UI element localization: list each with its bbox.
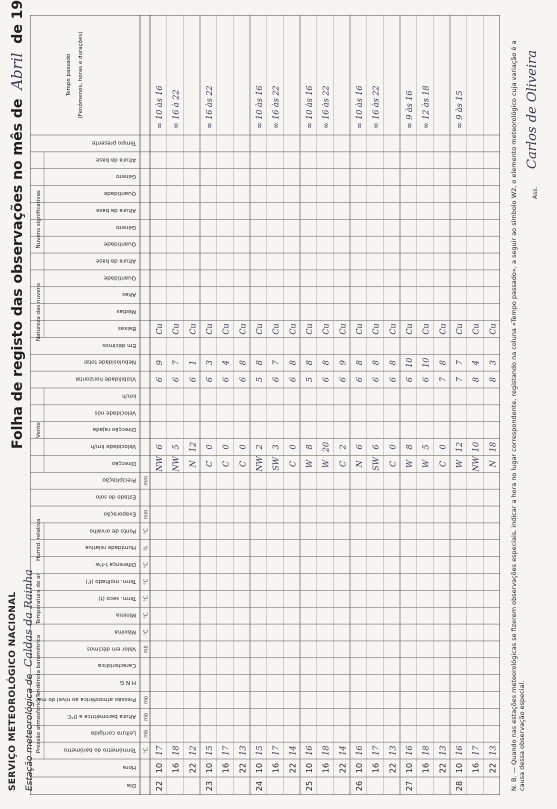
table-cell: 18 [488,441,498,453]
table-cell: ∞ 16 às 22 [271,85,281,129]
table-cell: Cu [238,323,248,335]
table-cell: 17 [155,745,164,756]
table-cell: 10 [305,762,314,774]
column-header: Quantidade [103,190,136,197]
table-cell: 9 [155,360,164,366]
column-unit: °C [143,528,150,535]
column-header: km/h [122,392,136,399]
column-header: Diferença t-t'w [95,561,136,568]
column-header: Nebulosidade total [84,358,136,365]
column-header: Termómetro do barómetro [63,746,136,753]
table-cell: 14 [338,745,348,756]
table-cell: C [238,460,248,467]
footer-note: N. B. — Quando nas estações meteorológicas se fizerem observações especiais, indicar a hora no lugar correspondente, registando na coluna «Tempo passado», a seguir ao símbolo W2, o elemento meteorológico cuja variação é a causa dessa observação especial. [510,40,527,791]
column-header: Género [115,173,136,180]
table-cell: 7 [438,376,448,383]
column-header: Precipitação [102,476,136,483]
column-header: Estado do solo [95,493,136,500]
table-cell: 17 [271,745,281,756]
table-cell: 10 [405,762,414,774]
column-header: Altura da base [95,156,136,163]
table-cell: C [438,460,448,467]
table-cell: 0 [388,444,398,450]
table-cell: 6 [338,376,348,383]
table-cell: 15 [255,745,264,756]
table-cell: N [488,460,498,468]
table-cell: 3 [488,360,498,366]
table-cell: 22 [238,762,248,774]
column-header: Altura da base [95,206,136,213]
table-cell: 10 [255,762,264,774]
table-cell: W [305,459,314,468]
table-cell: N [355,460,364,468]
station-name: Caldas da Rainha [22,569,35,667]
table-cell: Cu [271,323,281,335]
table-cell: 8 [255,360,264,366]
table-cell: 4 [471,360,481,366]
table-cell: W [455,459,464,468]
table-cell: 10 [421,357,431,368]
column-unit: mm [143,509,150,520]
table-cell: 16 [221,762,231,774]
column-header: Velocidade nós [94,409,136,416]
column-header: H N G [119,679,136,686]
table-cell: 20 [321,441,331,453]
table-cell: NW [155,456,164,472]
table-cell: ∞ 10 às 16 [255,85,264,129]
table-cell: 22 [288,762,298,774]
column-unit: mb [143,645,150,654]
table-cell: 8 [388,360,398,366]
table-cell: Cu [455,323,464,335]
group-label: Pressão atmosférica [36,697,42,754]
table-cell: 22 [488,762,498,774]
table-cell: 8 [355,360,364,366]
table-cell: ∞ 10 às 16 [155,85,164,129]
table-cell: 16 [171,762,181,774]
table-cell: 6 [171,376,181,383]
group-label: Humid. relativa [36,518,42,561]
table-cell: Cu [471,323,481,335]
table-cell: Cu [338,323,348,335]
column-header: Ponto de orvalho [89,527,136,534]
column-unit: mb [143,729,150,738]
table-cell: C [338,460,348,467]
table-cell: Cu [171,323,181,335]
table-cell: N [188,460,198,468]
table-cell: 10 [405,357,414,368]
page-title [8,0,26,449]
column-unit: °C [143,578,150,585]
table-cell: 8 [288,360,298,366]
table-cell: 17 [371,745,381,756]
column-subheader: (Fenómenos, horas e durações) [78,31,84,119]
table-cell: ∞ 12 às 18 [421,85,431,129]
table-cell: 22 [438,762,448,774]
column-header: Máxima [114,628,136,635]
column-header: Visibilidade horizontal [75,375,136,382]
table-cell: 13 [388,745,398,756]
table-cell: 5 [171,444,181,450]
table-cell: 28 [455,780,464,792]
table-cell: 13 [438,745,448,756]
column-header: Médias [116,308,136,315]
table-cell: NW [255,456,264,472]
table-cell: 6 [321,376,331,383]
column-unit: °C [143,562,150,569]
table-cell: 7 [171,360,181,366]
table-cell: 16 [371,762,381,774]
table-cell: 7 [455,376,464,383]
table-cell: 9 [338,360,348,366]
column-header: Género [115,223,136,230]
table-cell: 16 [271,762,281,774]
table-cell: 22 [388,762,398,774]
table-cell: 0 [238,444,248,450]
signature: Carlos de Oliveira [525,50,540,169]
table-cell: Cu [488,323,498,335]
table-cell: 16 [471,762,481,774]
table-cell: Cu [188,323,198,335]
table-cell: 6 [371,444,381,450]
column-header: Altura barométrica a 0°C [67,712,136,719]
table-cell: 7 [271,360,281,366]
table-cell: 13 [238,745,248,756]
table-cell: 6 [371,376,381,383]
table-cell: 1 [188,360,198,366]
table-cell: 18 [321,745,331,756]
table-cell: 0 [438,444,448,450]
table-cell: 6 [238,376,248,383]
table-cell: 17 [221,745,231,756]
column-unit: °C [143,747,150,754]
table-cell: ∞ 10 às 16 [305,85,314,129]
table-cell: 7 [455,360,464,366]
column-header: Evaporação [103,510,136,517]
table-cell: 5 [255,376,264,383]
table-cell: C [288,460,298,467]
table-cell: 6 [155,376,164,383]
column-header: Mínima [115,611,136,618]
table-cell: 16 [305,745,314,756]
table-cell: Cu [205,323,214,335]
group-label: Nuvens significativas [36,190,42,249]
table-cell: 22 [338,762,348,774]
column-unit: °C [143,629,150,636]
column-header: Term. seco (t) [98,594,136,601]
table-cell: 5 [305,376,314,383]
table-cell: Cu [305,323,314,335]
table-cell: Cu [405,323,414,335]
table-cell: 17 [471,745,481,756]
observation-table [30,15,500,795]
column-header: Dia [126,782,136,788]
column-header: Altura da base [95,257,136,264]
column-header: Pressão atmosférica ao nível do mar [35,695,136,702]
table-cell: C [388,460,398,467]
title-year-prefix: de 19 [10,0,26,44]
column-header: Term. molhado (t') [85,577,136,584]
column-header: Quantidade [103,274,136,281]
table-cell: Cu [355,323,364,335]
table-cell: 6 [155,444,164,450]
table-cell: 6 [188,376,198,383]
table-cell: 8 [305,444,314,450]
column-header: Baixas [117,324,136,331]
table-cell: 8 [488,376,498,383]
table-cell: 3 [205,360,214,366]
table-cell: 12 [188,745,198,756]
table-cell: 22 [155,780,164,792]
table-cell: SW [371,457,381,471]
column-header: Quantidade [103,240,136,247]
table-cell: Cu [388,323,398,335]
table-cell: 13 [488,745,498,756]
table-cell: 0 [205,444,214,450]
table-cell: 10 [471,441,481,453]
table-cell: 6 [388,376,398,383]
column-header: Velocidade km/h [90,443,136,449]
group-label: Temperatura do ar [36,573,42,625]
table-cell: Cu [255,323,264,335]
table-cell: 2 [338,444,348,450]
table-cell: 8 [305,360,314,366]
table-cell: 3 [271,444,281,450]
table-cell: NW [471,456,481,472]
column-unit: °C [143,612,150,619]
table-cell: ∞ 9 às 16 [405,90,414,129]
table-cell: Cu [321,323,331,335]
table-cell: Cu [421,323,431,335]
title-prefix: Folha de registo das observações no mês de [10,98,26,449]
table-cell: 22 [188,762,198,774]
table-cell: 8 [438,360,448,366]
signature-label: Ass. [532,186,539,199]
column-unit: °C [143,595,150,602]
table-cell: Cu [288,323,298,335]
column-header: Altas [122,291,136,298]
table-cell: 6 [288,376,298,383]
table-cell: 10 [355,762,364,774]
table-cell: 6 [405,376,414,383]
table-cell: ∞ 9 às 15 [455,90,464,129]
column-header: Direcção [111,459,136,466]
column-header: Tempo passado [66,53,72,97]
table-cell: 10 [205,762,214,774]
table-cell: 24 [255,780,264,792]
table-cell: C [221,460,231,467]
table-cell: 8 [405,444,414,450]
table-cell: 14 [288,745,298,756]
column-header: Hora [122,764,136,770]
table-cell: 26 [355,780,364,792]
table-cell: C [205,460,214,467]
table-cell: 8 [321,360,331,366]
table-cell: 8 [371,360,381,366]
table-cell: W [421,459,431,468]
table-cell: 10 [155,762,164,774]
table-cell: 25 [305,780,314,792]
table-cell: Cu [155,323,164,335]
table-cell: ∞ 10 às 16 [355,85,364,129]
group-label: Tendência barométrica [36,634,42,698]
table-cell: 23 [205,780,214,792]
table-cell: 12 [455,441,464,453]
table-cell: 6 [221,376,231,383]
column-header: Valor em décimos [86,645,136,652]
column-unit: mm [143,475,150,486]
table-cell: 15 [205,745,214,756]
table-cell: 4 [221,360,231,366]
table-cell: 16 [355,745,364,756]
table-cell: ∞ 16 às 22 [205,85,214,129]
title-month: Abril [8,52,26,90]
observation-grid [30,15,500,795]
group-label: Natureza das nuvens [36,283,42,342]
table-cell: 6 [355,444,364,450]
group-label: Vento [36,422,42,439]
column-unit: mb [143,712,150,721]
table-cell: 16 [405,745,414,756]
table-cell: 8 [471,376,481,383]
table-cell: W [321,459,331,468]
table-cell: NW [171,456,181,472]
column-header: Em décimos [102,341,136,348]
table-cell: W [405,459,414,468]
table-cell: 0 [288,444,298,450]
column-header: Leitura corrigida [90,729,136,736]
table-cell: 6 [355,376,364,383]
table-cell: ∞ 16 à 22 [171,89,181,129]
table-cell: 18 [421,745,431,756]
column-header: Direcção rajada [92,426,136,433]
table-cell: 6 [271,376,281,383]
column-unit: % [143,545,150,551]
table-cell: 16 [321,762,331,774]
table-cell: 12 [188,441,198,453]
table-cell: 6 [205,376,214,383]
table-cell: Cu [221,323,231,335]
table-cell: 0 [221,444,231,450]
table-cell: 6 [421,376,431,383]
column-header: Característica [97,662,136,669]
column-header: Humidade relativa [85,544,136,551]
column-unit: mb [143,695,150,704]
table-cell: 16 [455,745,464,756]
column-header: Tempo presente [91,139,136,146]
table-cell: 10 [455,762,464,774]
table-cell: Cu [438,323,448,335]
table-cell: SW [271,457,281,471]
table-cell: 16 [421,762,431,774]
table-cell: 27 [405,780,414,792]
table-cell: 18 [171,745,181,756]
table-cell: ∞ 16 às 22 [371,85,381,129]
table-cell: 8 [238,360,248,366]
table-cell: Cu [371,323,381,335]
station-label: Estação meteorológica de [25,673,35,791]
table-cell: ∞ 16 às 22 [321,85,331,129]
table-cell: 2 [255,444,264,450]
table-cell: 5 [421,444,431,450]
department-name: SERVIÇO METEOROLÓGICO NACIONAL [8,591,18,791]
